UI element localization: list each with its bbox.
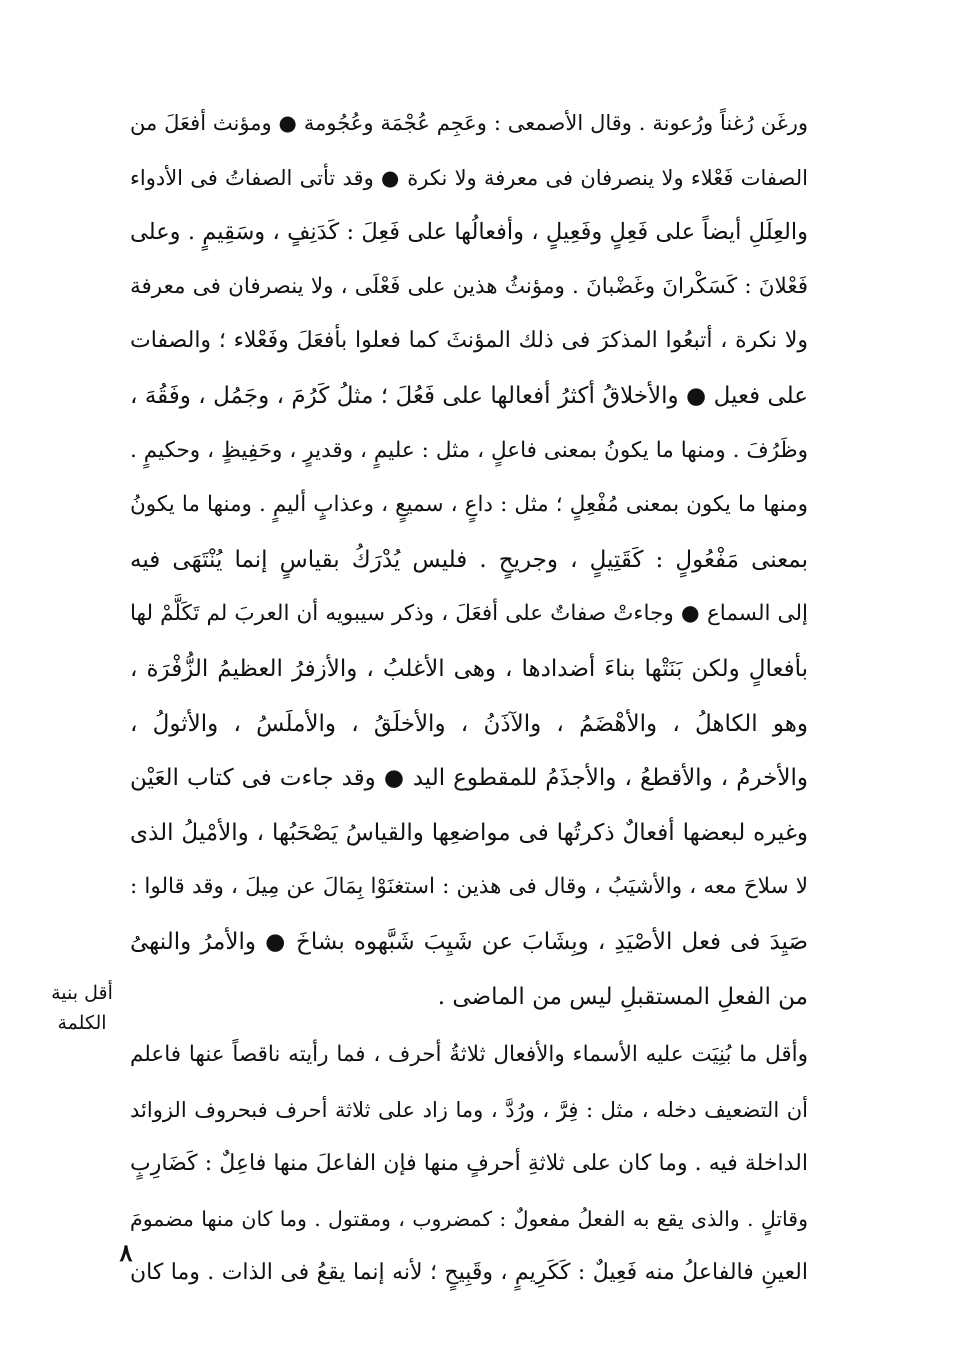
- body-text: [130, 96, 808, 1301]
- text-line: الداخلة فيه . وما كان على ثلاثةِ أحرفٍ منها فإن الفاعلَ منها فاعِلٌ : كَضَارِبٍ: [130, 1151, 808, 1177]
- text-line: وظَرُفَ . ومنها ما يكونُ بمعنى فاعلٍ ، مثل : عليمٍ ، وقديرٍ ، وحَفِيظٍ ، وحكيمٍ .: [130, 437, 808, 463]
- paragraph-end-line: من الفعلِ المستقبلِ ليس من الماضى .: [437, 983, 808, 1010]
- page-number: ٨: [119, 1238, 133, 1267]
- margin-heading-line-2: الكلمة: [57, 1012, 107, 1034]
- margin-heading-line-1: أقل بنية: [51, 982, 113, 1004]
- text-line: بمعنى مَفْعُولٍ : كَقَتِيلٍ ، وجريحٍ . فليس يُدْرَكُ بقياسٍ إنما يُنْتَهَى فيه: [130, 546, 808, 573]
- text-line: وهو الكاهلُ ، والأهْضَمُ ، والآذَنُ ، والأخلَقُ ، والأملَسُ ، والأثولُ ،: [130, 710, 808, 737]
- text-line: العينِ فالفاعلُ منه فَعِيلٌ : كَكَرِيمٍ ، وقَبِيحٍ ؛ لأنه إنما يقعُ فى الذات . وما كان: [130, 1260, 808, 1286]
- text-line: وغيره لبعضها أفعالٌ ذكرتُها فى مواضعِها والقياسُ يَصْحَبُها ، والأمْيلُ الذى: [130, 819, 808, 846]
- text-line: لا سلاحَ معه ، والأشيَبُ ، وقال فى هذين : استغنَوْا بِمَالَ عن مِيلَ ، وقد قالوا :: [130, 874, 808, 900]
- text-line: ورغَن رُغناً ورُعونة . وقال الأصمعى : وعَجِم عُجْمَة وعُجُومة ● ومؤنث أفعَلَ من: [130, 111, 808, 135]
- text-line: على فعيل ● والأخلاقُ أكثرُ أفعالها على فَعُلَ ؛ مثلُ كَرُمَ ، وجَمُل ، وفَقُهَ ،: [130, 382, 808, 409]
- text-line: فَعْلانَ : كَسَكْرانَ وغَضْبانَ . ومؤنثُ هذين على فَعْلَى ، ولا ينصرفان فى معرفة: [130, 273, 808, 299]
- text-line: ومنها ما يكون بمعنى مُفْعِلٍ ؛ مثل : داعٍ ، سميعٍ ، وعذابٍ أليمٍ . ومنها ما يكونُ: [130, 492, 808, 518]
- text-line: بأفعالٍ ولكن بَنَتْها بناءَ أضدادها ، وهى الأغلبُ ، والأزفرُ العظيمُ الزُّفْرَة ،: [130, 655, 808, 682]
- text-line: وأقل ما بُنِيَت عليه الأسماء والأفعال ثلاثةُ أحرف ، فما رأيته ناقصاً عنها فاعلم: [130, 1042, 808, 1068]
- text-line: صَيِدَ فى فعل الأصْيَدِ ، وبِشَابَ عن شَيِبَ شَبَّهوه بشاخَ ● والأمرُ والنهىُ: [130, 928, 808, 955]
- text-line: وقاتلٍ . والذى يقع به الفعلُ مفعولٌ : كمضروب ، ومقتول . وما كان منها مضمومَ: [130, 1206, 808, 1231]
- text-line: والعِلَلِ أيضاً على فَعِلٍ وفَعِيلٍ ، وأفعالُها على فَعِلَ : كَدَنِفٍ ، وسَقِيمٍ . وعلى: [130, 219, 808, 246]
- margin-heading: [22, 978, 142, 1038]
- text-line: والأخرمُ ، والأقطعُ ، والأجذَمُ للمقطوع اليد ● وقد جاءت فى كتاب العَيْن: [130, 765, 808, 792]
- text-line: إلى السماع ● وجاءتْ صفاتٌ على أفعَلَ ، وذكر سيبويه أن العربَ لم تَكَلَّمْ لها: [130, 601, 808, 627]
- text-line: أن التضعيف دخله ، مثل : فِرَّ ، ورُدَّ ، وما زاد على ثلاثة أحرف فبحروف الزوائد: [130, 1097, 808, 1122]
- text-line: الصفات فَعْلاء ولا ينصرفان فى معرفة ولا نكرة ● وقد تأتى الصفاتُ فى الأدواء: [130, 165, 808, 190]
- text-line: ولا نكرة ، أتبعُوا المذكرَ فى ذلك المؤنثَ كما فعلوا بأفعَلَ وفَعْلاء ؛ والصفات: [130, 328, 808, 354]
